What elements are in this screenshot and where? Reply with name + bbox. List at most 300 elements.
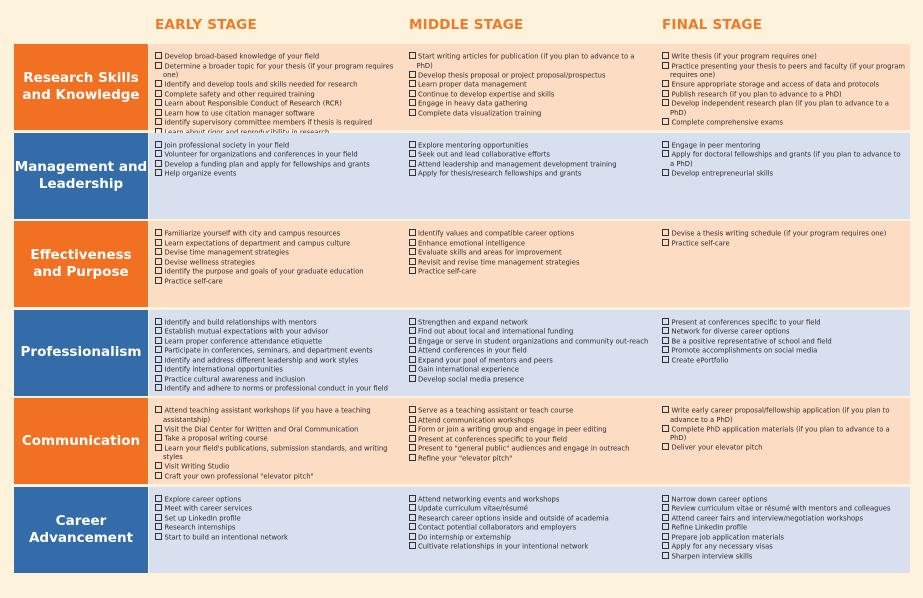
checkbox-icon[interactable]: [662, 239, 669, 246]
checklist-item[interactable]: [155, 462, 399, 472]
checkbox-icon[interactable]: [409, 318, 416, 325]
checklist-item-text: Devise time management strategies: [164, 248, 289, 257]
checklist-item-text: Identify and develop tools and skills needed for research: [164, 80, 358, 89]
checklist-item[interactable]: [662, 239, 906, 249]
checklist-item-text: Sharpen interview skills: [671, 552, 753, 561]
checkbox-icon[interactable]: [155, 425, 162, 432]
stage-cell-middle: [403, 398, 657, 484]
stage-cell-middle: [403, 487, 657, 573]
checklist-item-text: Apply for doctoral fellowships and grants (if you plan to advance to a PhD): [670, 150, 901, 168]
checklist-item[interactable]: [409, 542, 653, 552]
checklist-item[interactable]: [155, 533, 399, 543]
checklist: [662, 406, 906, 453]
checklist-item[interactable]: [409, 71, 653, 81]
checklist: [409, 229, 653, 277]
category-row: [14, 133, 909, 219]
checkbox-icon[interactable]: [155, 141, 162, 148]
checkbox-icon[interactable]: [155, 99, 162, 106]
checklist-item[interactable]: [662, 523, 906, 533]
checklist: [155, 318, 399, 394]
checkbox-icon[interactable]: [155, 472, 162, 479]
checkbox-icon[interactable]: [155, 109, 162, 116]
checkbox-icon[interactable]: [409, 109, 416, 116]
checklist-item[interactable]: [662, 99, 906, 118]
checklist-item-text: Practice self-care: [418, 267, 477, 276]
stage-cell-early: [149, 133, 403, 219]
checkbox-icon[interactable]: [662, 356, 669, 363]
checkbox-icon[interactable]: [155, 462, 162, 469]
checklist-item-text: Complete comprehensive exams: [671, 118, 784, 126]
checklist-item-text: Apply for thesis/research fellowships and grants: [418, 169, 582, 178]
checklist-item-text: Complete safety and other required training: [164, 90, 315, 98]
checklist-item[interactable]: [409, 248, 653, 258]
checklist-item[interactable]: [662, 346, 906, 356]
checklist-item-text: Identify and adhere to norms or professional conduct in your field: [164, 384, 388, 393]
checklist-item[interactable]: [155, 523, 399, 533]
checklist-item-text: Be a positive representative of school and field: [671, 337, 832, 346]
checklist-item-text: Practice presenting your thesis to peers and faculty (if your program requires one): [670, 62, 906, 79]
checklist-item-text: Develop broad-based knowledge of your field: [164, 52, 320, 61]
checklist-item[interactable]: [662, 552, 906, 562]
checkbox-icon[interactable]: [662, 118, 669, 125]
checkbox-icon[interactable]: [662, 552, 669, 559]
checkbox-icon[interactable]: [155, 444, 162, 451]
stage-cell-early: [149, 221, 403, 307]
checklist-item[interactable]: [409, 160, 653, 170]
checklist-item-text: Write thesis (if your program requires one): [671, 52, 817, 61]
checkbox-icon[interactable]: [409, 71, 416, 78]
stage-cells: [149, 221, 910, 307]
checklist-item-text: Promote accomplishments on social media: [671, 346, 818, 355]
checkbox-icon[interactable]: [662, 533, 669, 540]
checkbox-icon[interactable]: [155, 150, 162, 157]
checklist-item[interactable]: [409, 258, 653, 268]
checklist-item[interactable]: [155, 229, 399, 239]
checklist-item-text: Learn your field's publications, submission standards, and writing styles: [163, 444, 388, 462]
checkbox-icon[interactable]: [155, 118, 162, 125]
checklist-item[interactable]: [409, 52, 653, 71]
checkbox-icon[interactable]: [409, 454, 416, 461]
checklist: [409, 52, 653, 118]
stage-cells: [149, 398, 910, 484]
checkbox-icon[interactable]: [155, 523, 162, 530]
checkbox-icon[interactable]: [155, 248, 162, 255]
checkbox-icon[interactable]: [662, 169, 669, 176]
checklist-item[interactable]: [409, 425, 653, 435]
checkbox-icon[interactable]: [662, 90, 669, 97]
checkbox-icon[interactable]: [409, 425, 416, 432]
checklist-item[interactable]: [662, 62, 906, 81]
checklist-item[interactable]: [155, 375, 399, 385]
checklist-item[interactable]: [155, 406, 399, 425]
checkbox-icon[interactable]: [155, 434, 162, 441]
checklist-item[interactable]: [662, 443, 906, 453]
checkbox-icon[interactable]: [155, 62, 162, 69]
checklist-item[interactable]: [155, 258, 399, 268]
checklist-item[interactable]: [662, 504, 906, 514]
checkbox-icon[interactable]: [409, 375, 416, 382]
checklist-item[interactable]: [155, 62, 399, 81]
stage-cells: [149, 487, 910, 573]
checklist: [155, 495, 399, 543]
checklist-item-text: Practice cultural awareness and inclusion: [164, 375, 306, 384]
stage-cell-early: [149, 44, 403, 130]
checklist-item-text: Start writing articles for publication (if you plan to advance to a PhD): [416, 52, 635, 70]
checkbox-icon[interactable]: [662, 495, 669, 502]
checklist-item[interactable]: [409, 356, 653, 366]
checklist-item[interactable]: [409, 80, 653, 90]
checkbox-icon[interactable]: [409, 365, 416, 372]
checklist-item-text: Strengthen and expand network: [418, 318, 528, 327]
checklist-item-text: Present to "general public" audiences and engage in outreach: [418, 444, 630, 453]
checklist-item[interactable]: [409, 533, 653, 543]
checklist-item[interactable]: [155, 109, 399, 119]
checklist-item[interactable]: [409, 267, 653, 277]
category-row: [14, 487, 909, 573]
checkbox-icon[interactable]: [155, 160, 162, 167]
checklist-item-text: Write early career proposal/fellowship application (if you plan to advance to a PhD): [670, 406, 890, 424]
checklist: [409, 318, 653, 385]
checklist-item-text: Identify the purpose and goals of your graduate education: [164, 267, 364, 276]
checkbox-icon[interactable]: [409, 150, 416, 157]
checklist-item[interactable]: [662, 337, 906, 347]
checklist-item[interactable]: [155, 514, 399, 524]
checklist-item-text: Practice self-care: [164, 277, 223, 286]
checklist-item[interactable]: [409, 406, 653, 416]
checklist-item[interactable]: [662, 533, 906, 543]
checklist-item-text: Learn expectations of department and campus culture: [164, 239, 351, 248]
stage-cell-early: [149, 310, 403, 396]
checkbox-icon[interactable]: [662, 542, 669, 549]
checklist-item[interactable]: [662, 425, 906, 444]
checklist-item[interactable]: [662, 118, 906, 128]
checkbox-icon[interactable]: [409, 90, 416, 97]
checklist-item-text: Review curriculum vitae or résumé with mentors and colleagues: [671, 504, 891, 513]
checkbox-icon[interactable]: [662, 52, 669, 59]
checkbox-icon[interactable]: [155, 258, 162, 265]
checklist-item-text: Learn how to use citation manager software: [164, 109, 315, 117]
checklist-item-text: Narrow down career options: [671, 495, 768, 504]
checkbox-icon[interactable]: [662, 514, 669, 521]
checklist-item[interactable]: [155, 248, 399, 258]
category-label: Management and Leadership: [14, 133, 148, 219]
checkbox-icon[interactable]: [155, 346, 162, 353]
checklist-item-text: Revisit and revise time management strategies: [418, 258, 580, 267]
category-row: [14, 221, 909, 307]
checklist-item-text: Explore career options: [164, 495, 242, 504]
category-label: Career Advancement: [14, 487, 148, 573]
checkbox-icon[interactable]: [155, 267, 162, 274]
checklist-item-text: Network for diverse career options: [671, 327, 790, 336]
checklist: [155, 406, 399, 481]
checklist-item-text: Develop independent research plan (if you plan to advance to a PhD): [670, 99, 889, 117]
checkbox-icon[interactable]: [155, 90, 162, 97]
checklist-item[interactable]: [155, 425, 399, 435]
checklist-item[interactable]: [409, 416, 653, 426]
checkbox-icon[interactable]: [662, 80, 669, 87]
checkbox-icon[interactable]: [155, 365, 162, 372]
checkbox-icon[interactable]: [409, 160, 416, 167]
checklist-item-text: Engage or serve in student organizations and community out-reach: [418, 337, 649, 346]
checklist-item[interactable]: [662, 327, 906, 337]
checklist-item-text: Take a proposal writing course: [164, 434, 268, 443]
checkbox-icon[interactable]: [409, 267, 416, 274]
checklist-item[interactable]: [155, 384, 399, 394]
checklist: [409, 141, 653, 179]
stage-cell-early: [149, 398, 403, 484]
checklist-item[interactable]: [662, 90, 906, 100]
checklist-item-text: Find out about local and international funding: [418, 327, 574, 336]
checkbox-icon[interactable]: [155, 327, 162, 334]
checkbox-icon[interactable]: [662, 318, 669, 325]
checklist-item[interactable]: [155, 365, 399, 375]
checklist-item-text: Develop a funding plan and apply for fellowships and grants: [164, 160, 370, 169]
checkbox-icon[interactable]: [155, 533, 162, 540]
checkbox-icon[interactable]: [662, 62, 669, 69]
checklist-item[interactable]: [155, 327, 399, 337]
checklist-item[interactable]: [662, 356, 906, 366]
checkbox-icon[interactable]: [409, 406, 416, 413]
checklist-item[interactable]: [662, 169, 906, 179]
checklist-item[interactable]: [409, 318, 653, 328]
checklist-item[interactable]: [155, 472, 399, 482]
checklist-item-text: Identify values and compatible career options: [418, 229, 575, 238]
checklist-item[interactable]: [662, 514, 906, 524]
checkbox-icon[interactable]: [409, 444, 416, 451]
checklist-item[interactable]: [409, 523, 653, 533]
checklist-item-text: Establish mutual expectations with your advisor: [164, 327, 329, 336]
checkbox-icon[interactable]: [155, 52, 162, 59]
checklist-item-text: Update curriculum vitae/résumé: [418, 504, 528, 513]
checklist-item-text: Devise a thesis writing schedule (if your program requires one): [671, 229, 887, 238]
checklist-item-text: Expand your pool of mentors and peers: [418, 356, 553, 365]
checklist-item[interactable]: [155, 318, 399, 328]
checkbox-icon[interactable]: [155, 514, 162, 521]
checklist-item[interactable]: [409, 99, 653, 109]
checkbox-icon[interactable]: [409, 504, 416, 511]
checkbox-icon[interactable]: [662, 346, 669, 353]
checklist-item-text: Meet with career services: [164, 504, 252, 513]
checklist-item[interactable]: [155, 504, 399, 514]
checkbox-icon[interactable]: [409, 523, 416, 530]
checkbox-icon[interactable]: [409, 99, 416, 106]
checklist-item[interactable]: [662, 141, 906, 151]
stage-cell-middle: [403, 221, 657, 307]
checklist: [155, 141, 399, 179]
checkbox-icon[interactable]: [409, 337, 416, 344]
checklist: [662, 495, 906, 562]
checklist-item-text: Help organize events: [164, 169, 237, 178]
checklist-item[interactable]: [662, 406, 906, 425]
checklist-item[interactable]: [409, 346, 653, 356]
checklist-item[interactable]: [155, 277, 399, 287]
checklist-item[interactable]: [409, 229, 653, 239]
checkbox-icon[interactable]: [155, 495, 162, 502]
checklist: [409, 406, 653, 463]
stage-cell-middle: [403, 310, 657, 396]
checklist-item-text: Present at conferences specific to your field: [671, 318, 821, 327]
checkbox-icon[interactable]: [155, 80, 162, 87]
checklist-item[interactable]: [409, 435, 653, 445]
checkbox-icon[interactable]: [155, 356, 162, 363]
checkbox-icon[interactable]: [409, 495, 416, 502]
checklist: [662, 141, 906, 179]
checklist-item[interactable]: [155, 118, 399, 128]
checklist-item-text: Gain international experience: [418, 365, 519, 374]
checkbox-icon[interactable]: [155, 406, 162, 413]
checklist-item[interactable]: [409, 239, 653, 249]
checklist-item-text: Familiarize yourself with city and campus resources: [164, 229, 341, 238]
checkbox-icon[interactable]: [155, 384, 162, 391]
checklist-item[interactable]: [409, 454, 653, 464]
checklist-item[interactable]: [155, 90, 399, 100]
checklist-item-text: Learn proper conference attendance etiquette: [164, 337, 323, 346]
checkbox-icon[interactable]: [409, 514, 416, 521]
stage-header-final: FINAL STAGE: [662, 17, 763, 33]
checklist-item[interactable]: [155, 495, 399, 505]
checkbox-icon[interactable]: [409, 229, 416, 236]
checklist-item[interactable]: [409, 109, 653, 119]
stage-cells: [149, 44, 910, 130]
checklist-item[interactable]: [155, 141, 399, 151]
stage-cell-final: [656, 44, 910, 130]
checkbox-icon[interactable]: [155, 375, 162, 382]
checkbox-icon[interactable]: [409, 80, 416, 87]
checklist-item-text: Identify international opportunities: [164, 365, 283, 374]
checklist-item[interactable]: [409, 169, 653, 179]
checklist-item[interactable]: [409, 365, 653, 375]
checklist-item-text: Explore mentoring opportunities: [418, 141, 529, 150]
checklist-item[interactable]: [409, 444, 653, 454]
checklist: [662, 229, 906, 248]
checklist-item-text: Craft your own professional "elevator pitch": [164, 472, 314, 481]
checkbox-icon[interactable]: [155, 239, 162, 246]
checklist-item-text: Seek out and lead collaborative efforts: [418, 150, 550, 159]
checkbox-icon[interactable]: [409, 169, 416, 176]
checklist-item[interactable]: [155, 356, 399, 366]
checklist-item-text: Complete PhD application materials (if you plan to advance to a PhD): [670, 425, 890, 443]
checkbox-icon[interactable]: [662, 443, 669, 450]
checklist-item[interactable]: [409, 495, 653, 505]
checklist-item-text: Evaluate skills and areas for improvement: [418, 248, 562, 257]
checkbox-icon[interactable]: [155, 318, 162, 325]
checklist-item[interactable]: [155, 99, 399, 109]
checklist-item[interactable]: [155, 267, 399, 277]
checkbox-icon[interactable]: [409, 416, 416, 423]
checkbox-icon[interactable]: [409, 533, 416, 540]
checkbox-icon[interactable]: [409, 239, 416, 246]
checklist-item[interactable]: [409, 141, 653, 151]
stage-header-early: EARLY STAGE: [155, 17, 257, 33]
checkbox-icon[interactable]: [409, 435, 416, 442]
checklist-item[interactable]: [409, 375, 653, 385]
checklist: [155, 52, 399, 137]
checklist-item-text: Practice self-care: [671, 239, 730, 248]
checkbox-icon[interactable]: [155, 337, 162, 344]
checklist-item[interactable]: [409, 337, 653, 347]
checklist-item-text: Prepare job application materials: [671, 533, 784, 542]
checklist-item-text: Serve as a teaching assistant or teach course: [418, 406, 574, 415]
checklist-item[interactable]: [662, 229, 906, 239]
checkbox-icon[interactable]: [409, 258, 416, 265]
checklist-item[interactable]: [155, 239, 399, 249]
checklist-item-text: Cultivate relationships in your intentional network: [418, 542, 589, 551]
checkbox-icon[interactable]: [409, 248, 416, 255]
checkbox-icon[interactable]: [662, 406, 669, 413]
checkbox-icon[interactable]: [662, 141, 669, 148]
checklist-item[interactable]: [409, 514, 653, 524]
checkbox-icon[interactable]: [409, 542, 416, 549]
checklist: [662, 318, 906, 366]
checklist-item-text: Develop thesis proposal or project proposal/prospectus: [418, 71, 606, 79]
checklist-item[interactable]: [155, 444, 399, 463]
checklist-item[interactable]: [409, 327, 653, 337]
stage-cells: [149, 310, 910, 396]
stage-cell-middle: [403, 44, 657, 130]
checklist-item[interactable]: [155, 52, 399, 62]
checkbox-icon[interactable]: [409, 141, 416, 148]
checklist-item-text: Complete data visualization training: [418, 109, 542, 117]
category-row: [14, 44, 909, 130]
checklist-item[interactable]: [155, 160, 399, 170]
checkbox-icon[interactable]: [409, 52, 416, 59]
checkbox-icon[interactable]: [155, 229, 162, 236]
stage-checklist-table: [14, 44, 909, 576]
checklist-item-text: Ensure appropriate storage and access of data and protocols: [671, 80, 880, 89]
checklist-item[interactable]: [409, 90, 653, 100]
checklist: [662, 52, 906, 127]
checklist-item[interactable]: [155, 80, 399, 90]
checkbox-icon[interactable]: [662, 150, 669, 157]
checkbox-icon[interactable]: [662, 229, 669, 236]
checkbox-icon[interactable]: [409, 346, 416, 353]
checklist-item[interactable]: [155, 434, 399, 444]
checkbox-icon[interactable]: [155, 169, 162, 176]
category-label: Research Skills and Knowledge: [14, 44, 148, 130]
checklist-item[interactable]: [662, 52, 906, 62]
checklist-item[interactable]: [155, 150, 399, 160]
checkbox-icon[interactable]: [662, 425, 669, 432]
checkbox-icon[interactable]: [409, 356, 416, 363]
checklist-item[interactable]: [662, 318, 906, 328]
checklist-item[interactable]: [662, 150, 906, 169]
checklist-item-text: Publish research (if you plan to advance to a PhD): [671, 90, 842, 98]
checklist-item[interactable]: [662, 80, 906, 90]
checklist-item-text: Attend conferences in your field: [418, 346, 527, 355]
checkbox-icon[interactable]: [662, 337, 669, 344]
stage-cell-final: [656, 133, 910, 219]
stage-cell-early: [149, 487, 403, 573]
checkbox-icon[interactable]: [155, 504, 162, 511]
checkbox-icon[interactable]: [409, 327, 416, 334]
checklist-item[interactable]: [155, 346, 399, 356]
checklist-item[interactable]: [662, 495, 906, 505]
checklist-item[interactable]: [155, 337, 399, 347]
checkbox-icon[interactable]: [662, 523, 669, 530]
checkbox-icon[interactable]: [155, 277, 162, 284]
category-label: Professionalism: [14, 310, 148, 396]
checklist-item[interactable]: [662, 542, 906, 552]
checklist-item[interactable]: [409, 150, 653, 160]
checklist-item-text: Volunteer for organizations and conferences in your field: [164, 150, 358, 159]
checklist: [155, 229, 399, 286]
checkbox-icon[interactable]: [662, 504, 669, 511]
checklist-item[interactable]: [409, 504, 653, 514]
stage-cell-middle: [403, 133, 657, 219]
checklist-item[interactable]: [155, 169, 399, 179]
checkbox-icon[interactable]: [662, 99, 669, 106]
checkbox-icon[interactable]: [662, 327, 669, 334]
